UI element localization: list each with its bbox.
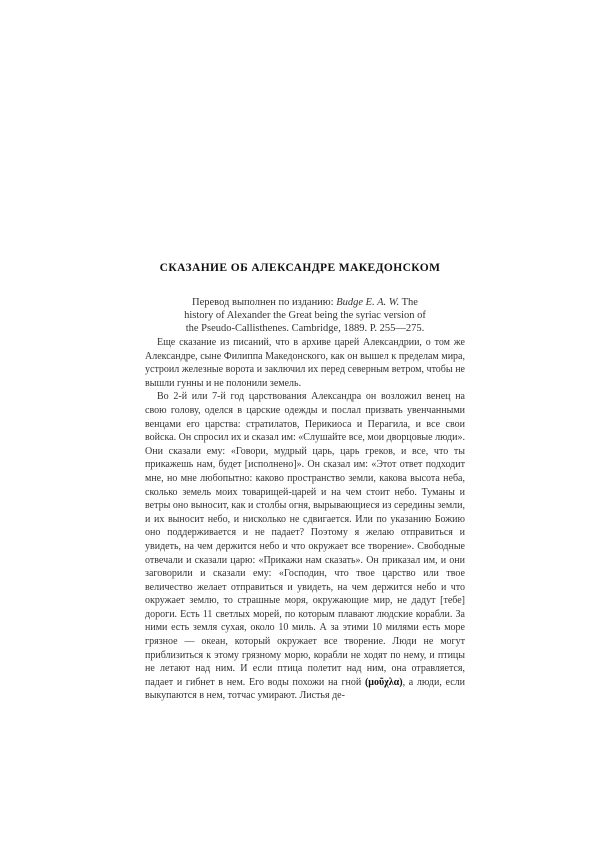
paragraph-2-text: Во 2-й или 7-й год царствования Александра он возложил венец на свою голову, оделся в царские одежды и послал призвать увенчанными венцами его царства: стратилатов, Перикиоса и Перагила, и все свои войска. Он спросил их и сказал им: «Слушайте все, мои дворцовые люди». Они сказали ему: «Говори, мудрый царь, царь греков, и все, что ты прикажешь нам, будет [исполнено]». Он сказал им: «Этот ответ подходит мне, но мне любопытно: каково пространство земли, какова высота неба, сколько земель моих товарищей-царей и на чем стоит небо. Туманы и ветры оно выносит, как и столбы огня, вырывающиеся из середины земли, и их выносит небо, и нисколько не сдвигается. Или по указанию Божию оно поддерживается и не падает? Поэтому я желаю отправиться и увидеть, на чем держится небо и что окружает все творение». Свободные отвечали и сказали царю: «Прикажи нам сказать». Он приказал им, и они заговорили и сказали ему: «Господин, что твое царство или твое величество желает отправиться и увидеть, на чем держится небо и что окружает землю, то страшные моря, окружающие мир, не дадут [тебе] дороги. Есть 11 светлых морей, по которым плавают людские корабли. За ними есть земля сухая, около 10 миль. А за этими 10 милями есть море грязное — океан, который окружает все творение. Люди не могут приблизиться к этому грязному морю, корабли не ходят по нему, и птицы не летают над ним. И если птица полетит над ним, она отравляется, падает и гибнет в нем. Его воды похожи на гной [145, 391, 465, 688]
chapter-title: СКАЗАНИЕ ОБ АЛЕКСАНДРЕ МАКЕДОНСКОМ [159, 262, 441, 274]
paragraph-2 [145, 390, 465, 703]
source-prefix: Перевод выполнен по изданию: [192, 297, 337, 308]
paragraph-2-tail: , а люди, если выкупаются в нем, тотчас умирают. Листья де- [145, 676, 465, 702]
greek-word: (μοῦχλα) [364, 676, 403, 688]
source-rest: The history of Alexander the Great being the syriac version of the Pseudo-Callisthenes. Cambridge, 1889. P. 255—275. [184, 297, 426, 334]
source-note [180, 296, 430, 335]
body-text [145, 336, 465, 703]
paragraph-1: Еще сказание из писаний, что в архиве царей Александрии, о том же Александре, сыне Филиппа Македонского, как он вышел к пределам мира, устроил железные ворота и заключил их перед северным ветром, чтобы не вышли гунны и не полонили земель. [145, 337, 465, 389]
source-author: Budge E. A. W. [336, 297, 400, 308]
